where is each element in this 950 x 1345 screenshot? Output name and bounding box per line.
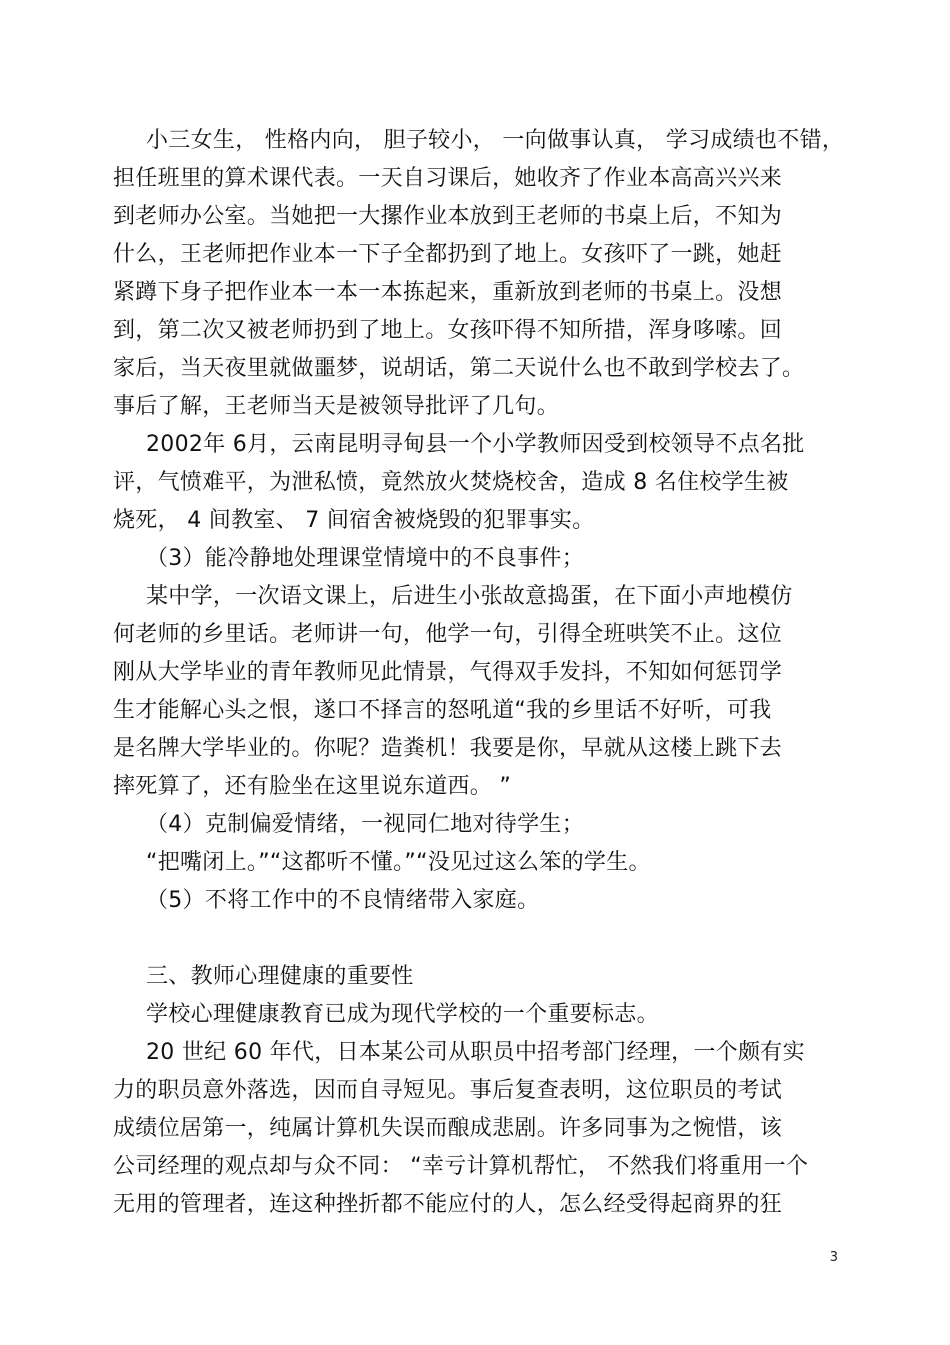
text-line: “把嘴闭上。”“这都听不懂。”“没见过这么笨的学生。 xyxy=(146,850,651,875)
text-line: 担任班里的算术课代表。一天自习课后，她收齐了作业本高高兴兴来 xyxy=(113,166,783,191)
text-line: 20 世纪 60 年代，日本某公司从职员中招考部门经理，一个颇有实 xyxy=(146,1040,805,1065)
text-line: 学校心理健康教育已成为现代学校的一个重要标志。 xyxy=(146,1002,659,1027)
text-line: 无用的管理者，连这种挫折都不能应付的人，怎么经受得起商界的狂 xyxy=(113,1192,783,1217)
text-line: 某中学，一次语文课上，后进生小张故意捣蛋，在下面小声地模仿 xyxy=(146,584,793,609)
text-line: 烧死， 4 间教室、 7 间宿舍被烧毁的犯罪事实。 xyxy=(113,508,595,533)
page-number: 3 xyxy=(829,1250,838,1265)
text-line: 何老师的乡里话。老师讲一句，他学一句，引得全班哄笑不止。这位 xyxy=(113,622,783,647)
text-line: 到老师办公室。当她把一大摞作业本放到王老师的书桌上后，不知为 xyxy=(113,204,783,229)
text-line: 小三女生， 性格内向， 胆子较小， 一向做事认真， 学习成绩也不错， xyxy=(146,128,845,153)
text-line: 刚从大学毕业的青年教师见此情景，气得双手发抖，不知如何惩罚学 xyxy=(113,660,783,685)
text-line: 生才能解心头之恨，遂口不择言的怒吼道“我的乡里话不好听，可我 xyxy=(113,698,772,723)
text-line: 2002年 6月，云南昆明寻甸县一个小学教师因受到校领导不点名批 xyxy=(146,432,805,457)
text-line: 是名牌大学毕业的。你呢？造粪机！我要是你，早就从这楼上跳下去 xyxy=(113,736,783,761)
text-line: 紧蹲下身子把作业本一本一本拣起来，重新放到老师的书桌上。没想 xyxy=(113,280,783,305)
text-line: 事后了解，王老师当天是被领导批评了几句。 xyxy=(113,394,560,419)
list-item-heading: （5）不将工作中的不良情绪带入家庭。 xyxy=(146,888,540,913)
text-line: 到，第二次又被老师扔到了地上。女孩吓得不知所措，浑身哆嗦。回 xyxy=(113,318,783,343)
text-line: 什么，王老师把作业本一下子全都扔到了地上。女孩吓了一跳，她赶 xyxy=(113,242,783,267)
text-line: 摔死算了，还有脸坐在这里说东道西。 ” xyxy=(113,774,512,799)
text-line: 力的职员意外落选，因而自寻短见。事后复查表明，这位职员的考试 xyxy=(113,1078,783,1103)
text-line: 成绩位居第一，纯属计算机失误而酿成悲剧。许多同事为之惋惜，该 xyxy=(113,1116,783,1141)
list-item-heading: （4）克制偏爱情绪，一视同仁地对待学生； xyxy=(146,812,584,837)
text-line: 评，气愤难平，为泄私愤，竟然放火焚烧校舍，造成 8 名住校学生被 xyxy=(113,470,789,495)
text-line: 公司经理的观点却与众不同： “幸亏计算机帮忙， 不然我们将重用一个 xyxy=(113,1154,809,1179)
section-heading: 三、教师心理健康的重要性 xyxy=(146,964,414,989)
list-item-heading: （3）能冷静地处理课堂情境中的不良事件； xyxy=(146,546,584,571)
text-line: 家后，当天夜里就做噩梦，说胡话，第二天说什么也不敢到学校去了。 xyxy=(113,356,805,381)
